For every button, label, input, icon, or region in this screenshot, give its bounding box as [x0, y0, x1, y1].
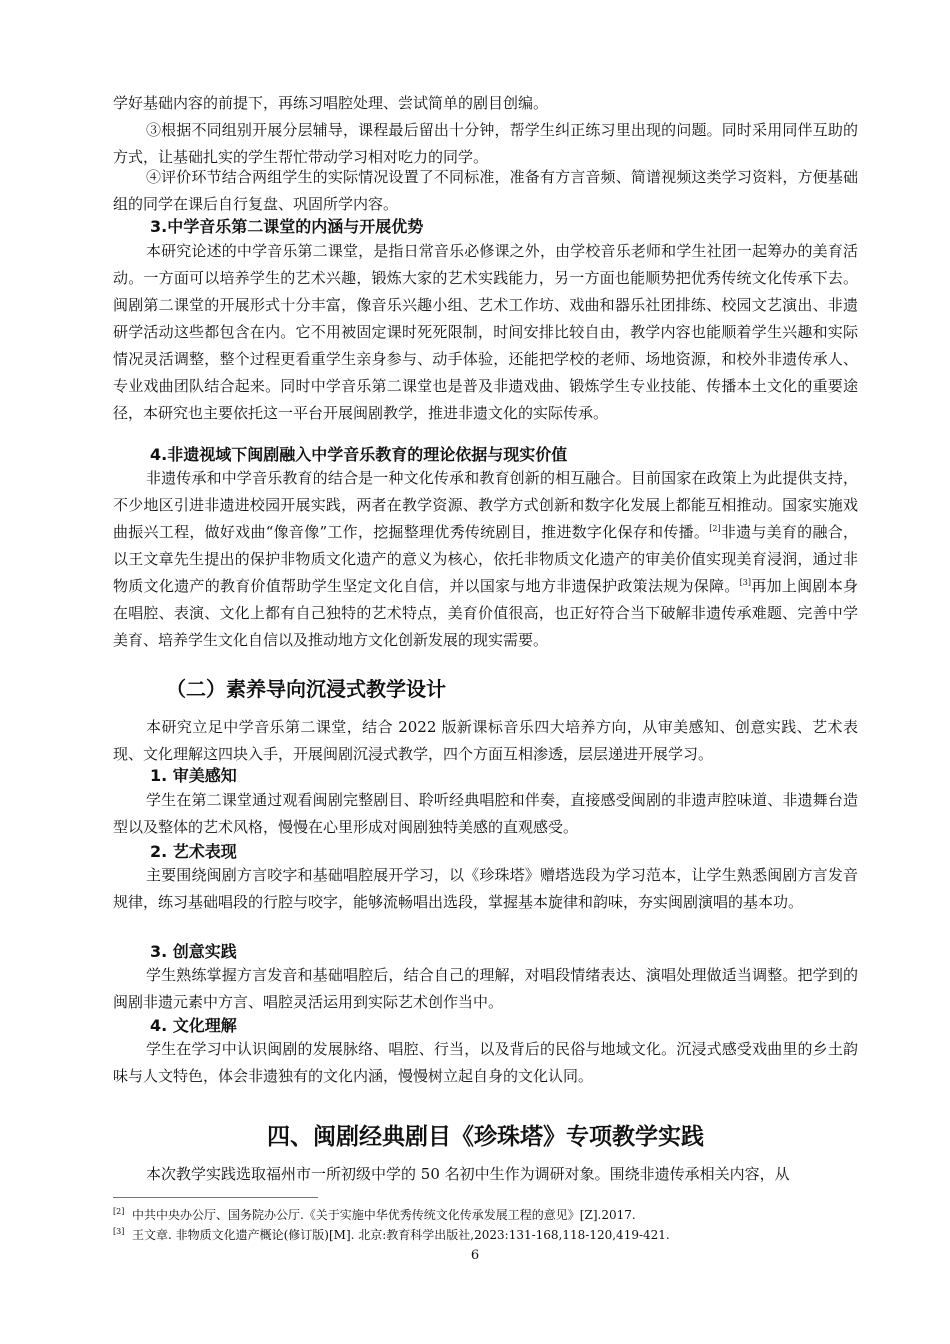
- footnote-3: [113, 1226, 858, 1245]
- item-heading-performance: 2. 艺术表现: [150, 842, 237, 861]
- paragraph-text: 非遗传承和中学音乐教育的结合是一种文化传承和教育创新的相互融合。目前国家在政策上为此提供支持，不少地区引进非遗进校园开展实践，两者在教学资源、教学方式创新和数字化发展上都能互相推动。国家实施戏曲振兴工程，做好戏曲“像音像”工作，挖掘整理优秀传统剧目，推进数字化保存和传播。: [113, 469, 858, 541]
- item-heading-culture: 4. 文化理解: [150, 1016, 237, 1035]
- paragraph-step-4: ④评价环节结合两组学生的实际情况设置了不同标准，准备有方言音频、简谱视频这类学习资料，方便基础组的同学在课后自行复盘、巩固所学内容。: [113, 168, 858, 213]
- paragraph-culture: 学生在学习中认识闽剧的发展脉络、唱腔、行当，以及背后的民俗与地域文化。沉浸式感受戏曲里的乡土韵味与人文特色，体会非遗独有的文化内涵，慢慢树立起自身的文化认同。: [113, 1040, 858, 1085]
- footnote-mark: [3]: [113, 1227, 125, 1236]
- paragraph-aesthetic: 学生在第二课堂通过观看闽剧完整剧目、聆听经典唱腔和伴奏，直接感受闽剧的非遗声腔味道、非遗舞台造型以及整体的艺术风格，慢慢在心里形成对闽剧独特美感的直观感受。: [113, 791, 858, 836]
- footnote-2: [113, 1206, 858, 1225]
- footnote-ref: [2]: [709, 524, 721, 533]
- paragraph-performance: 主要围绕闽剧方言咬字和基础唱腔展开学习，以《珍珠塔》赠塔选段为学习范本，让学生熟悉闽剧方言发音规律，练习基础唱段的行腔与咬字，能够流畅唱出选段，掌握基本旋律和韵味，夯实闽剧演唱的基本功。: [113, 866, 858, 911]
- section-heading-4: 4.非遗视域下闽剧融入中学音乐教育的理论依据与现实价值: [150, 445, 568, 464]
- chapter-heading: 四、闽剧经典剧目《珍珠塔》专项教学实践: [267, 1124, 704, 1150]
- paragraph-continued: 学好基础内容的前提下，再练习唱腔处理、尝试简单的剧目创编。: [113, 94, 549, 112]
- footnote-ref: [3]: [739, 578, 751, 587]
- section-heading-3: 3.中学音乐第二课堂的内涵与开展优势: [150, 217, 424, 236]
- footnote-divider: [113, 1197, 318, 1198]
- paragraph-creative: 学生熟练掌握方言发音和基础唱腔后，结合自己的理解，对唱段情绪表达、演唱处理做适当调整。把学到的闽剧非遗元素中方言、唱腔灵活运用到实际艺术创作当中。: [113, 966, 858, 1011]
- paragraph-step-3: ③根据不同组别开展分层辅导，课程最后留出十分钟，帮学生纠正练习里出现的问题。同时采用同伴互助的方式，让基础扎实的学生帮忙带动学习相对吃力的同学。: [113, 121, 858, 166]
- paragraph-theory-basis: [113, 465, 858, 654]
- paragraph-text: 非遗与美育的融合，以王文章先生提出的保护非物质文化遗产的意义为核心，依托非物质文化遗产的审美价值实现美育浸润，通过非物质文化遗产的教育价值帮助学生坚定文化自信，并以国家与地方非遗保护政策法规为保障。: [113, 523, 858, 595]
- paragraph-second-classroom: 本研究论述的中学音乐第二课堂，是指日常音乐必修课之外，由学校音乐老师和学生社团一起筹办的美育活动。一方面可以培养学生的艺术兴趣，锻炼大家的艺术实践能力，另一方面也能顺势把优秀传统文化传承下去。闽剧第二课堂的开展形式十分丰富，像音乐兴趣小组、艺术工作坊、戏曲和器乐社团排练、校园文艺演出、非遗研学活动这些都包含在内。它不用被固定课时死死限制，时间安排比较自由，教学内容也能顺着学生兴趣和实际情况灵活调整，整个过程更看重学生亲身参与、动手体验，还能把学校的老师、场地资源，和校外非遗传承人、专业戏曲团队结合起来。同时中学音乐第二课堂也是普及非遗戏曲、锻炼学生专业技能、传播本土文化的重要途径，本研究也主要依托这一平台开展闽剧教学，推进非遗文化的实际传承。: [113, 242, 858, 422]
- subsection-heading: （二）素养导向沉浸式教学设计: [166, 677, 446, 701]
- paragraph-practice-intro: 本次教学实践选取福州市一所初级中学的 50 名初中生作为调研对象。围绕非遗传承相关内容，从: [146, 1165, 790, 1183]
- footnote-text: 中共中央办公厅、国务院办公厅.《关于实施中华优秀传统文化传承发展工程的意见》[Z].2017.: [131, 1208, 636, 1222]
- item-heading-aesthetic: 1. 审美感知: [150, 766, 237, 785]
- paragraph-text: 再加上闽剧本身在唱腔、表演、文化上都有自己独特的艺术特点，美育价值很高，也正好符合当下破解非遗传承难题、完善中学美育、培养学生文化自信以及推动地方文化创新发展的现实需要。: [113, 577, 858, 649]
- page-number: 6: [470, 1248, 480, 1263]
- item-heading-creative: 3. 创意实践: [150, 942, 237, 961]
- footnote-mark: [2]: [113, 1207, 125, 1216]
- footnote-text: 王文章. 非物质文化遗产概论(修订版)[M]. 北京:教育科学出版社,2023:131-168,118-120,419-421.: [131, 1228, 670, 1242]
- paragraph-design-intro: 本研究立足中学音乐第二课堂，结合 2022 版新课标音乐四大培养方向，从审美感知、创意实践、艺术表现、文化理解这四块入手，开展闽剧沉浸式教学，四个方面互相渗透，层层递进开展学习。: [113, 718, 858, 763]
